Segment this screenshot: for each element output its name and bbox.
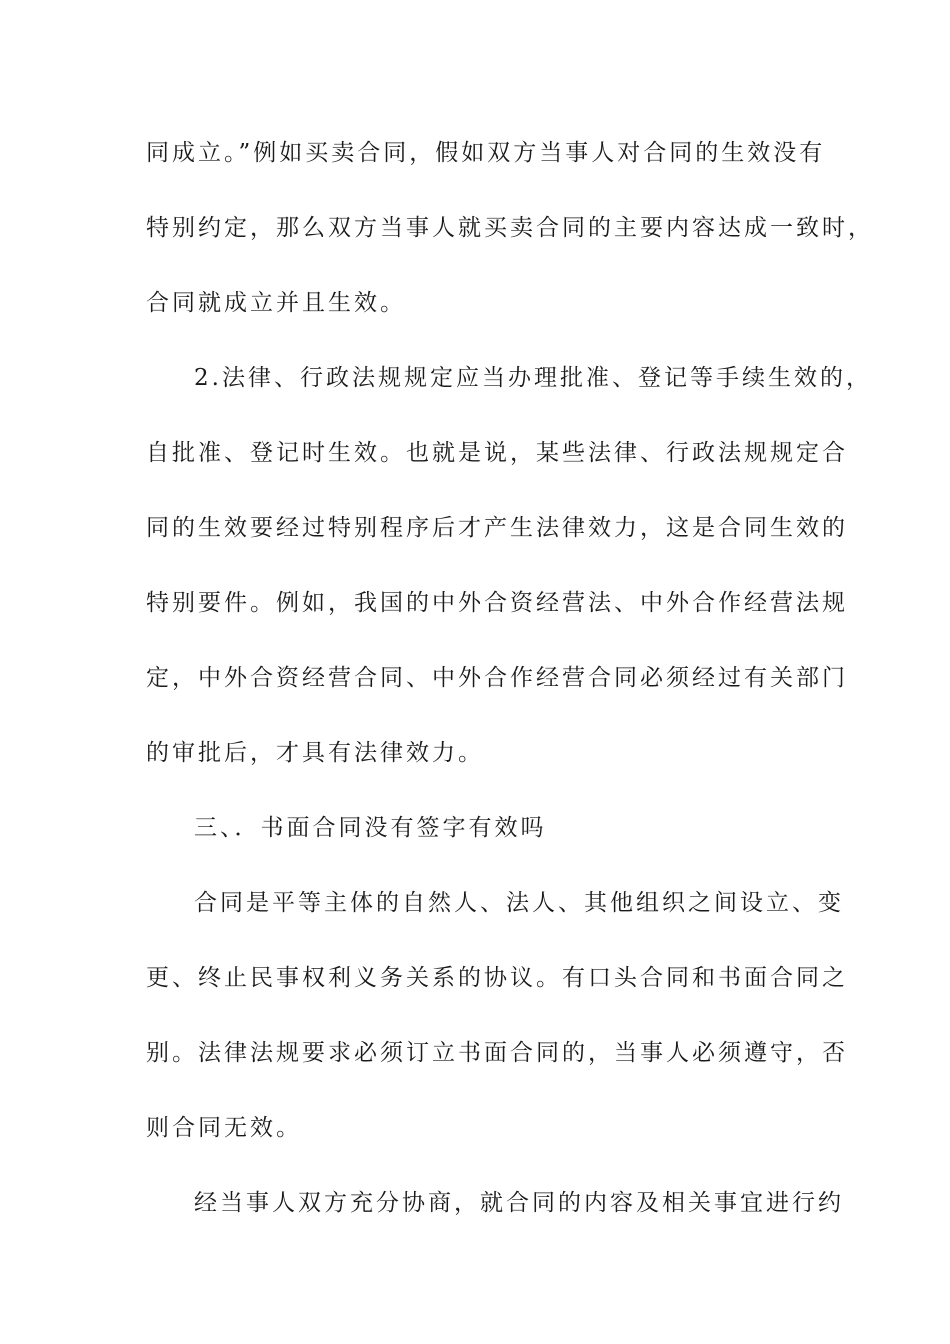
paragraph-start-line: 合同是平等主体的自然人、法人、其他组织之间设立、变	[194, 890, 844, 916]
text-line: 别。法律法规要求必须订立书面合同的，当事人必须遵守，否	[146, 1040, 848, 1066]
text-line: 特别要件。例如，我国的中外合资经营法、中外合作经营法规	[146, 590, 848, 616]
text-line: 特别约定，那么双方当事人就买卖合同的主要内容达成一致时，	[146, 215, 874, 241]
paragraph-start-line: 经当事人双方充分协商，就合同的内容及相关事宜进行约	[194, 1190, 844, 1216]
text-line: 同成立。”例如买卖合同，假如双方当事人对合同的生效没有	[146, 140, 826, 166]
text-line: 自批准、登记时生效。也就是说，某些法律、行政法规规定合	[146, 440, 848, 466]
text-line: 定，中外合资经营合同、中外合作经营合同必须经过有关部门	[146, 665, 848, 691]
section-heading: 三、．书面合同没有签字有效吗	[194, 815, 547, 841]
text-line: 更、终止民事权利义务关系的协议。有口头合同和书面合同之	[146, 965, 848, 991]
paragraph-start-line: 2.法律、行政法规规定应当办理批准、登记等手续生效的，	[194, 365, 872, 391]
text-line: 同的生效要经过特别程序后才产生法律效力，这是合同生效的	[146, 515, 848, 541]
text-line: 则合同无效。	[146, 1115, 302, 1141]
text-line: 合同就成立并且生效。	[146, 290, 406, 316]
text-line: 的审批后，才具有法律效力。	[146, 740, 484, 766]
